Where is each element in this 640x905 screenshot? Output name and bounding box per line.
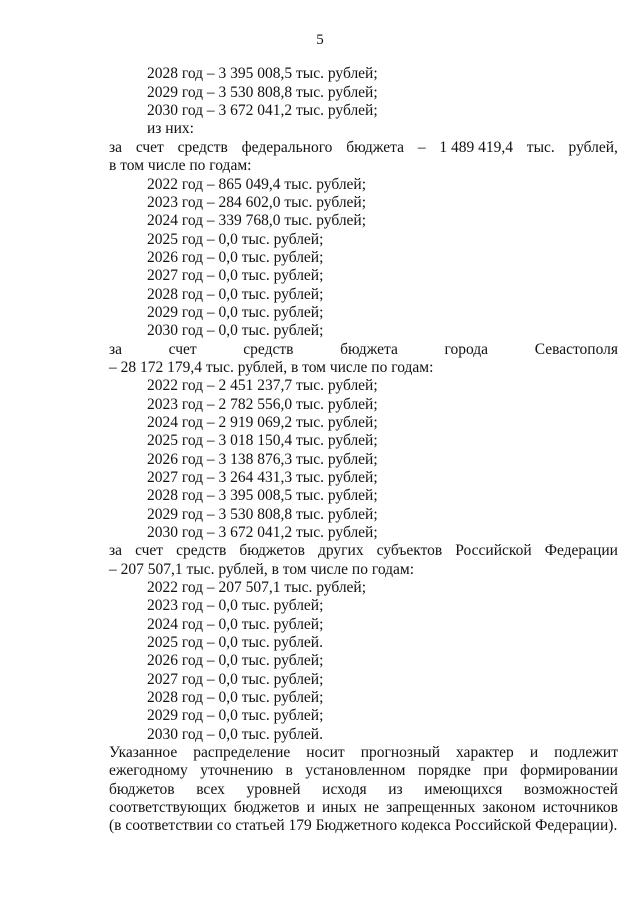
word: других <box>318 542 364 559</box>
text-line: 2027 год – 3 264 431,3 тыс. рублей; <box>147 469 378 486</box>
word: бюджетов <box>239 542 305 559</box>
word: уровней <box>246 781 301 798</box>
text-line: в том числе по годам: <box>109 157 252 174</box>
word: за <box>109 341 123 358</box>
text-line: 2023 год – 284 602,0 тыс. рублей; <box>147 194 367 211</box>
word: распределение <box>193 744 291 761</box>
text-line: 2023 год – 0,0 тыс. рублей; <box>147 597 324 614</box>
text-line: из них: <box>147 120 194 137</box>
text-line: 2028 год – 3 395 008,5 тыс. рублей; <box>147 487 378 504</box>
word: источников <box>542 799 618 816</box>
page-number: 5 <box>316 32 324 48</box>
word: бюджета <box>340 341 398 358</box>
text-line: 2022 год – 207 507,1 тыс. рублей; <box>147 579 367 596</box>
text-line <box>109 139 618 157</box>
word: всех <box>196 781 225 798</box>
word: бюджета <box>346 139 405 156</box>
text-line: 2026 год – 0,0 тыс. рублей; <box>147 249 324 266</box>
word: исходя <box>322 781 367 798</box>
word: федерального <box>241 139 333 156</box>
text-line <box>109 799 618 817</box>
text-line: 2024 год – 339 768,0 тыс. рублей; <box>147 212 367 229</box>
word: иных <box>321 799 357 816</box>
word: носит <box>306 744 345 761</box>
text-line: 2029 год – 0,0 тыс. рублей; <box>147 707 324 724</box>
text-line <box>109 762 618 780</box>
text-line: 2022 год – 865 049,4 тыс. рублей; <box>147 176 367 193</box>
word: запрещенных <box>386 799 476 816</box>
word: Российской <box>455 542 532 559</box>
text-line: – 28 172 179,4 тыс. рублей, в том числе по годам: <box>109 359 434 376</box>
word: в <box>285 762 293 779</box>
word: счет <box>135 139 164 156</box>
word: законом <box>482 799 536 816</box>
text-line: 2030 год – 0,0 тыс. рублей; <box>147 322 324 339</box>
text-line <box>109 542 618 560</box>
word: средств <box>176 542 227 559</box>
word: установленном <box>305 762 406 779</box>
text-line: – 207 507,1 тыс. рублей, в том числе по годам: <box>109 561 415 578</box>
word: возможностей <box>523 781 618 798</box>
word: рублей, <box>568 139 618 156</box>
word: – <box>417 139 426 156</box>
word: бюджетов <box>109 781 175 798</box>
text-line: 2022 год – 2 451 237,7 тыс. рублей; <box>147 377 378 394</box>
text-line: 2029 год – 3 530 808,8 тыс. рублей; <box>147 84 378 101</box>
word: Севастополя <box>534 341 618 358</box>
word: счет <box>168 341 197 358</box>
word: субъектов <box>376 542 443 559</box>
text-line: 2028 год – 0,0 тыс. рублей; <box>147 286 324 303</box>
text-line: 2026 год – 3 138 876,3 тыс. рублей; <box>147 451 378 468</box>
text-line: 2030 год – 3 672 041,2 тыс. рублей; <box>147 524 378 541</box>
word: характер <box>456 744 514 761</box>
word: уточнению <box>200 762 274 779</box>
word: и <box>529 744 539 761</box>
word: 1 489 419,4 <box>439 139 513 156</box>
word: из <box>388 781 403 798</box>
word: и <box>306 799 315 816</box>
word: тыс. <box>526 139 555 156</box>
word: не <box>363 799 379 816</box>
word: подлежит <box>554 744 618 761</box>
word: средств <box>177 139 228 156</box>
word: прогнозный <box>360 744 441 761</box>
word: порядке <box>417 762 471 779</box>
text-line <box>109 744 618 762</box>
text-line: 2028 год – 3 395 008,5 тыс. рублей; <box>147 65 378 82</box>
text-line: 2030 год – 3 672 041,2 тыс. рублей; <box>147 102 378 119</box>
word: за <box>109 139 123 156</box>
word: Указанное <box>109 744 178 761</box>
text-line: 2025 год – 3 018 150,4 тыс. рублей; <box>147 432 378 449</box>
word: соответствующих <box>109 799 227 816</box>
text-line: 2029 год – 3 530 808,8 тыс. рублей; <box>147 506 378 523</box>
text-line: 2024 год – 0,0 тыс. рублей; <box>147 616 324 633</box>
text-line: 2025 год – 0,0 тыс. рублей. <box>147 634 323 651</box>
text-line: 2028 год – 0,0 тыс. рублей; <box>147 689 324 706</box>
word: средств <box>243 341 294 358</box>
word: формировании <box>520 762 618 779</box>
word: имеющихся <box>424 781 503 798</box>
word: города <box>444 341 489 358</box>
text-line <box>109 781 618 799</box>
text-line: 2027 год – 0,0 тыс. рублей; <box>147 671 324 688</box>
text-line <box>109 341 618 359</box>
text-line: 2025 год – 0,0 тыс. рублей; <box>147 231 324 248</box>
text-line: 2029 год – 0,0 тыс. рублей; <box>147 304 324 321</box>
text-line: 2023 год – 2 782 556,0 тыс. рублей; <box>147 396 378 413</box>
word: Федерации <box>544 542 618 559</box>
text-line: 2027 год – 0,0 тыс. рублей; <box>147 267 324 284</box>
word: за <box>109 542 123 559</box>
word: счет <box>135 542 164 559</box>
word: бюджетов <box>233 799 300 816</box>
text-line: 2024 год – 2 919 069,2 тыс. рублей; <box>147 414 378 431</box>
text-line: 2026 год – 0,0 тыс. рублей; <box>147 652 324 669</box>
text-line: (в соответствии со статьей 179 Бюджетного кодекса Российской Федерации). <box>109 817 618 834</box>
text-line: 2030 год – 0,0 тыс. рублей. <box>147 726 323 743</box>
word: ежегодному <box>109 762 188 779</box>
word: при <box>483 762 508 779</box>
